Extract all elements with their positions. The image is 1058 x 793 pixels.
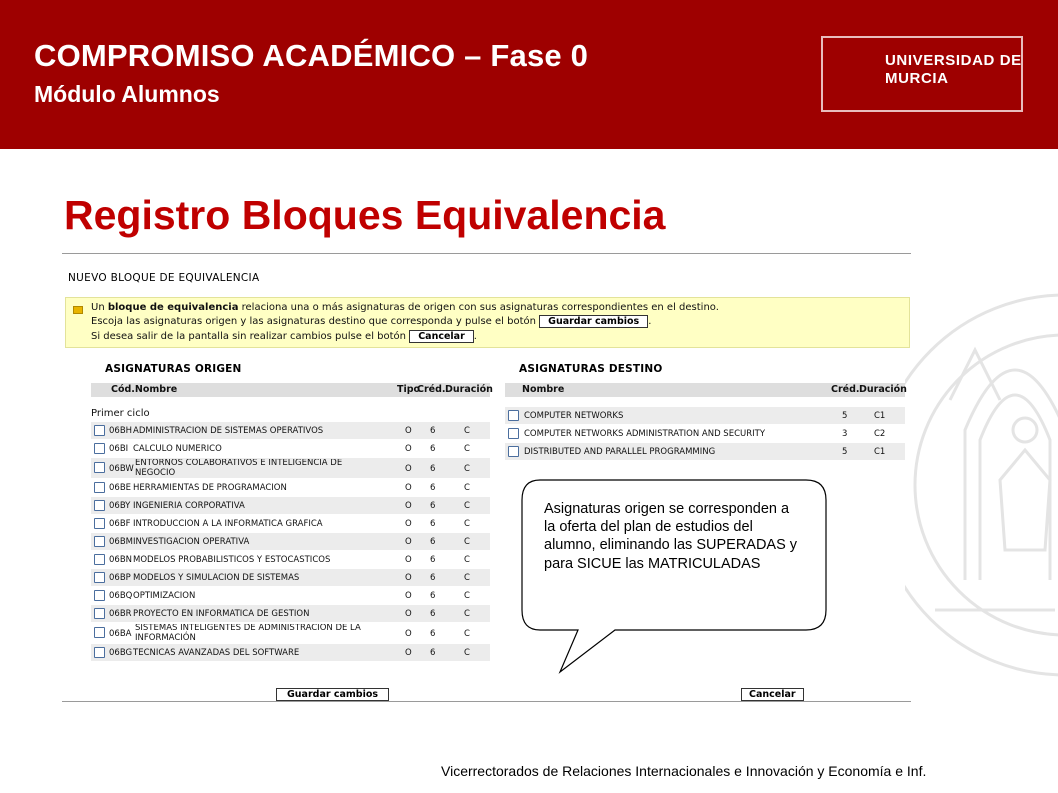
origin-row-code: 06BQ [109,591,133,601]
origin-row-tipo: O [405,573,412,583]
destination-row-cred: 5 [842,447,848,457]
origin-row-name: SISTEMAS INTELIGENTES DE ADMINISTRACIÓN DE LA INFORMACIÓN [135,624,361,643]
origin-row-duracion: C [464,555,470,565]
origin-row-code: 06BH [109,426,133,436]
dest-col-cred: Créd. [831,384,860,395]
origin-row-checkbox[interactable] [94,572,105,583]
destination-row-checkbox[interactable] [508,446,519,457]
destination-row [505,443,905,460]
origin-row-tipo: O [405,444,412,454]
bottom-divider [62,701,911,702]
origin-row-tipo: O [405,629,412,639]
origin-row-name: TÉCNICAS AVANZADAS DEL SOFTWARE [133,648,300,658]
origin-header [91,383,493,397]
origin-row-name: MODELOS PROBABILÍSTICOS Y ESTOCÁSTICOS [133,555,331,565]
origin-row-cred: 6 [430,555,436,565]
logo-line-1: UNIVERSIDAD DE [885,52,1022,69]
destination-row-name: DISTRIBUTED AND PARALLEL PROGRAMMING [524,447,716,457]
logo-line-2: MURCIA [885,70,949,87]
origin-col-cod-nombre: Cód.Nombre [111,384,178,395]
origin-row-name: OPTIMIZACIÓN [133,591,196,601]
info-line-2: Escoja las asignaturas origen y las asignaturas destino que corresponda y pulse el botón Guardar cambios . [91,316,652,327]
origin-row-cred: 6 [430,591,436,601]
cancel-button[interactable]: Cancelar [741,688,804,701]
origin-row-cred: 6 [430,444,436,454]
origin-row [91,605,490,622]
callout-text: Asignaturas origen se corresponden a la oferta del plan de estudios del alumno, eliminando las SUPERADAS y para SICUE las MATRICULADAS [544,501,798,572]
origin-row-name: MODELOS Y SIMULACIÓN DE SISTEMAS [133,573,300,583]
origin-row-duracion: C [464,609,470,619]
origin-row-duracion: C [464,464,470,474]
origin-row [91,569,490,586]
destination-row-cred: 5 [842,411,848,421]
origin-row [91,515,490,532]
origin-row-checkbox[interactable] [94,554,105,565]
origin-row [91,587,490,604]
origin-row [91,479,490,496]
bottom-cancel-wrapper [741,684,804,702]
destination-row-cred: 3 [842,429,848,439]
destination-row-duracion: C1 [874,411,886,421]
origin-row-checkbox[interactable] [94,482,105,493]
origin-row-cred: 6 [430,573,436,583]
university-logo [821,36,1023,112]
origin-row-checkbox[interactable] [94,608,105,619]
origin-row-duracion: C [464,629,470,639]
origin-row-name: INTRODUCCIÓN A LA INFORMÁTICA GRÁFICA [133,519,323,529]
footer-text: Vicerrectorados de Relaciones Internacionales e Innovación y Economía e Inf. [441,763,927,779]
info-box [65,297,910,348]
origin-row [91,551,490,568]
origin-row [91,644,490,661]
origin-row-cred: 6 [430,648,436,658]
origin-row-cred: 6 [430,629,436,639]
info-line-1: Un bloque de equivalencia relaciona una o más asignaturas de origen con sus asignaturas correspondientes en el destino. [91,302,719,313]
origin-row-name: HERRAMIENTAS DE PROGRAMACIÓN [133,483,287,493]
origin-row-tipo: O [405,609,412,619]
university-seal-icon [905,250,1058,720]
origin-row-code: 06BE [109,483,132,493]
save-button[interactable]: Guardar cambios [276,688,389,701]
module-subtitle: Módulo Alumnos [34,81,220,107]
origin-row-name: PROYECTO EN INFORMÁTICA DE GESTIÓN [133,609,310,619]
origin-row-checkbox[interactable] [94,518,105,529]
top-divider [62,253,911,254]
origin-row-duracion: C [464,501,470,511]
origin-row-cred: 6 [430,483,436,493]
origin-row-tipo: O [405,555,412,565]
origin-row-tipo: O [405,591,412,601]
origin-row-name: ENTORNOS COLABORATIVOS E INTELIGENCIA DE NEGOCIO [135,459,343,478]
destination-row [505,425,905,442]
destination-row-checkbox[interactable] [508,410,519,421]
origin-row-cred: 6 [430,609,436,619]
origin-row-cred: 6 [430,464,436,474]
origin-col-duracion: Duración [445,384,493,395]
origin-row-tipo: O [405,501,412,511]
origin-row-cred: 6 [430,426,436,436]
origin-row-code: 06BN [109,555,133,565]
destination-row-duracion: C1 [874,447,886,457]
info-line-3: Si desea salir de la pantalla sin realizar cambios pulse el botón Cancelar . [91,331,477,342]
origin-row-code: 06BA [109,629,132,639]
slide-title: Registro Bloques Equivalencia [64,192,666,238]
origin-row-code: 06BF [109,519,131,529]
info-cancel-button[interactable]: Cancelar [409,330,474,343]
header-banner [0,0,1058,149]
origin-row-cred: 6 [430,501,436,511]
page-title: COMPROMISO ACADÉMICO – Fase 0 [34,38,589,73]
origin-row-tipo: O [405,537,412,547]
origin-row [91,497,490,514]
origin-col-tipo: Tipo [397,384,421,395]
group-label: Primer ciclo [91,408,150,419]
origin-row-code: 06BY [109,501,131,511]
origin-row [91,533,490,550]
form-title: NUEVO BLOQUE DE EQUIVALENCIA [68,272,260,284]
origin-row-duracion: C [464,444,470,454]
dest-col-nombre: Nombre [522,384,565,395]
origin-row-tipo: O [405,426,412,436]
dest-col-duracion: Duración [859,384,907,395]
origin-title: ASIGNATURAS ORIGEN [105,363,242,375]
origin-row-duracion: C [464,426,470,436]
bottom-save-wrapper [276,684,389,702]
origin-row-checkbox[interactable] [94,536,105,547]
origin-row-duracion: C [464,537,470,547]
origin-row-name: INVESTIGACIÓN OPERATIVA [133,537,250,547]
destination-row-duracion: C2 [874,429,886,439]
origin-row-code: 06BM [109,537,133,547]
origin-row-checkbox[interactable] [94,647,105,658]
origin-row-code: 06BG [109,648,133,658]
destination-title: ASIGNATURAS DESTINO [519,363,663,375]
origin-row-duracion: C [464,573,470,583]
origin-row-duracion: C [464,483,470,493]
origin-row-duracion: C [464,591,470,601]
origin-col-cred: Créd. [417,384,446,395]
origin-row-duracion: C [464,648,470,658]
origin-row-code: 06BR [109,609,132,619]
origin-row-cred: 6 [430,537,436,547]
destination-header [505,383,905,397]
origin-row [91,422,490,439]
destination-row-checkbox[interactable] [508,428,519,439]
origin-row-cred: 6 [430,519,436,529]
origin-row [91,623,490,643]
origin-row-tipo: O [405,483,412,493]
origin-row-code: 06BI [109,444,129,454]
origin-row-checkbox[interactable] [94,443,105,454]
origin-row-tipo: O [405,648,412,658]
origin-row-name: CÁLCULO NUMÉRICO [133,444,222,454]
origin-row-checkbox[interactable] [94,462,105,473]
origin-row [91,458,490,478]
origin-row-name: INGENIERÍA CORPORATIVA [133,501,245,511]
origin-row-duracion: C [464,519,470,529]
origin-row-code: 06BW [109,464,134,474]
origin-row-checkbox[interactable] [94,590,105,601]
origin-row-tipo: O [405,519,412,529]
origin-row-name: ADMINISTRACIÓN DE SISTEMAS OPERATIVOS [133,426,324,436]
origin-row-checkbox[interactable] [94,425,105,436]
origin-row-checkbox[interactable] [94,627,105,638]
destination-row [505,407,905,424]
origin-row [91,440,490,457]
origin-row-checkbox[interactable] [94,500,105,511]
origin-row-code: 06BP [109,573,131,583]
destination-row-name: COMPUTER NETWORKS [524,411,624,421]
destination-row-name: COMPUTER NETWORKS ADMINISTRATION AND SECURITY [524,429,766,439]
origin-row-tipo: O [405,464,412,474]
info-icon [73,306,83,314]
info-save-button[interactable]: Guardar cambios [539,315,648,328]
